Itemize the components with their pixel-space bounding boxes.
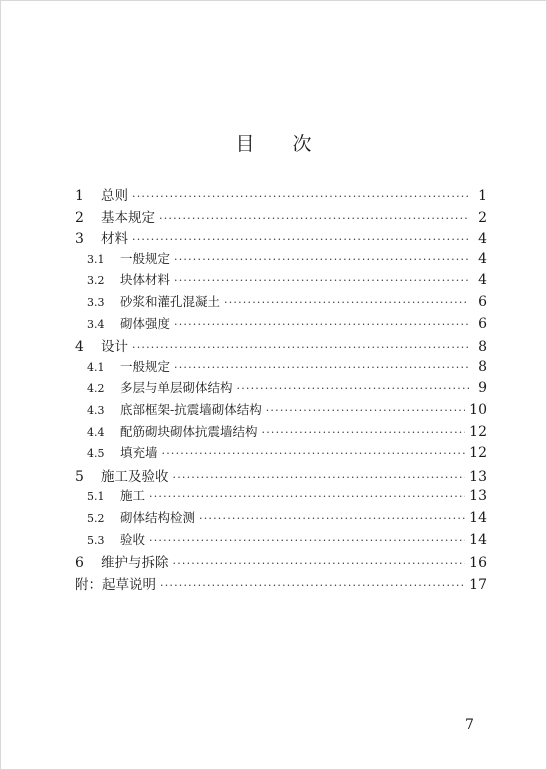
toc-leader-dots <box>174 253 469 266</box>
toc-entry-number: 5 <box>75 468 84 485</box>
toc-entry-page: 17 <box>469 576 487 593</box>
toc-subentry[interactable] <box>75 400 487 422</box>
toc-entry-title: 施工及验收 <box>101 468 169 485</box>
toc-subentry[interactable] <box>75 508 487 530</box>
toc-leader-dots <box>149 490 465 503</box>
toc-leader-dots <box>160 579 465 592</box>
toc-entry-title: 配筋砌块砌体抗震墙结构 <box>120 423 258 439</box>
page-number: 7 <box>465 717 474 733</box>
toc-leader-dots <box>224 296 469 309</box>
toc-entry-number: 3 <box>75 231 84 248</box>
toc-leader-dots <box>132 190 469 203</box>
toc-entry-number: 4 <box>75 339 84 356</box>
toc-leader-dots <box>173 471 466 484</box>
toc-entry-title: 一般规定 <box>120 358 171 374</box>
toc-entry-number: 5.1 <box>87 490 105 504</box>
page-title <box>1 129 547 156</box>
toc-leader-dots <box>199 512 465 525</box>
toc-entry-title: 一般规定 <box>120 250 171 266</box>
toc-leader-dots <box>237 382 469 395</box>
toc-subentry[interactable] <box>75 443 487 465</box>
toc-entry[interactable] <box>75 551 487 573</box>
toc-leader-dots <box>174 318 469 331</box>
toc-entry-number: 4.4 <box>87 425 105 439</box>
toc-entry-title: 总则 <box>101 188 128 204</box>
toc-entry-page: 16 <box>469 555 487 572</box>
toc-subentry[interactable] <box>75 530 487 552</box>
toc-entry-title: 设计 <box>101 339 128 356</box>
toc-entry-title: 填充墙 <box>120 445 158 461</box>
toc-entry-title: 施工 <box>120 488 146 504</box>
toc-subentry[interactable] <box>75 357 487 379</box>
toc-entry-page: 14 <box>469 531 487 548</box>
toc-entry-title: 基本规定 <box>101 209 155 226</box>
toc-entry-page: 14 <box>469 509 487 526</box>
toc-entry-number: 3.2 <box>87 274 105 288</box>
toc-entry-page: 10 <box>469 401 487 418</box>
toc-subentry[interactable] <box>75 292 487 314</box>
toc-entry[interactable] <box>75 335 487 357</box>
toc-entry[interactable] <box>75 206 487 228</box>
toc-subentry[interactable] <box>75 270 487 292</box>
toc-subentry[interactable] <box>75 249 487 271</box>
toc-entry-number: 3.1 <box>87 252 105 266</box>
toc-leader-dots <box>174 361 469 374</box>
toc-entry-page: 12 <box>469 445 487 462</box>
toc-leader-dots <box>162 447 466 460</box>
toc-subentry[interactable] <box>75 314 487 336</box>
toc-entry-page: 6 <box>478 315 487 332</box>
toc-subentry[interactable] <box>75 378 487 400</box>
toc-entry-number: 4.1 <box>87 360 105 374</box>
toc-entry-title: 块体材料 <box>120 272 171 288</box>
toc-entry-page: 2 <box>478 209 487 226</box>
toc-entry[interactable] <box>75 227 487 249</box>
toc-subentry[interactable] <box>75 486 487 508</box>
toc-leader-dots <box>174 274 469 287</box>
toc-entry-number: 4.2 <box>87 382 105 396</box>
toc-entry-page: 9 <box>478 380 487 397</box>
toc-entry-page: 4 <box>478 272 487 289</box>
toc-entry-title: 材料 <box>101 231 128 248</box>
toc-entry-number: 2 <box>75 209 84 226</box>
toc-appendix-entry[interactable] <box>75 573 487 595</box>
toc-entry-number: 5.2 <box>87 511 105 525</box>
toc-subentry[interactable] <box>75 422 487 444</box>
toc-entry-page: 8 <box>478 358 487 375</box>
toc-entry-title: 砂浆和灌孔混凝土 <box>120 293 221 309</box>
toc-entry[interactable] <box>75 184 487 206</box>
toc-leader-dots <box>132 341 469 354</box>
toc-entry-page: 1 <box>478 188 487 204</box>
title-part-2: 次 <box>292 133 314 155</box>
toc-entry-title: 维护与拆除 <box>101 555 169 572</box>
toc-entry-number: 3.4 <box>87 317 105 331</box>
toc-entry-page: 4 <box>478 231 487 248</box>
toc-entry-number: 1 <box>75 188 84 204</box>
toc-entry-page: 12 <box>469 423 487 440</box>
toc-leader-dots <box>173 557 466 570</box>
toc-leader-dots <box>262 426 466 439</box>
toc-entry-page: 4 <box>478 250 487 267</box>
toc-leader-dots <box>132 233 469 246</box>
toc-leader-dots <box>266 404 465 417</box>
toc-entry-number: 3.3 <box>87 295 105 309</box>
toc-entry-title: 多层与单层砌体结构 <box>120 380 233 396</box>
toc-entry-title: 底部框架-抗震墙砌体结构 <box>120 401 262 417</box>
toc-entry-page: 6 <box>478 293 487 310</box>
toc-entry-number: 6 <box>75 555 84 572</box>
toc-entry-title: 验收 <box>120 531 146 547</box>
toc-entry[interactable] <box>75 465 487 487</box>
title-part-1: 目 <box>235 133 257 155</box>
toc-entry-number: 5.3 <box>87 533 105 547</box>
toc-entry-number: 4.3 <box>87 403 105 417</box>
toc-entry-title: 砌体强度 <box>120 315 171 331</box>
toc-leader-dots <box>159 212 469 225</box>
toc-leader-dots <box>149 534 465 547</box>
toc-entry-title: 附：起草说明 <box>75 576 156 593</box>
toc-entry-title: 砌体结构检测 <box>120 509 196 525</box>
toc-entry-page: 13 <box>469 468 487 485</box>
toc-entry-page: 8 <box>478 339 487 356</box>
toc-entry-number: 4.5 <box>87 447 105 461</box>
table-of-contents <box>75 184 487 594</box>
toc-entry-page: 13 <box>469 488 487 505</box>
